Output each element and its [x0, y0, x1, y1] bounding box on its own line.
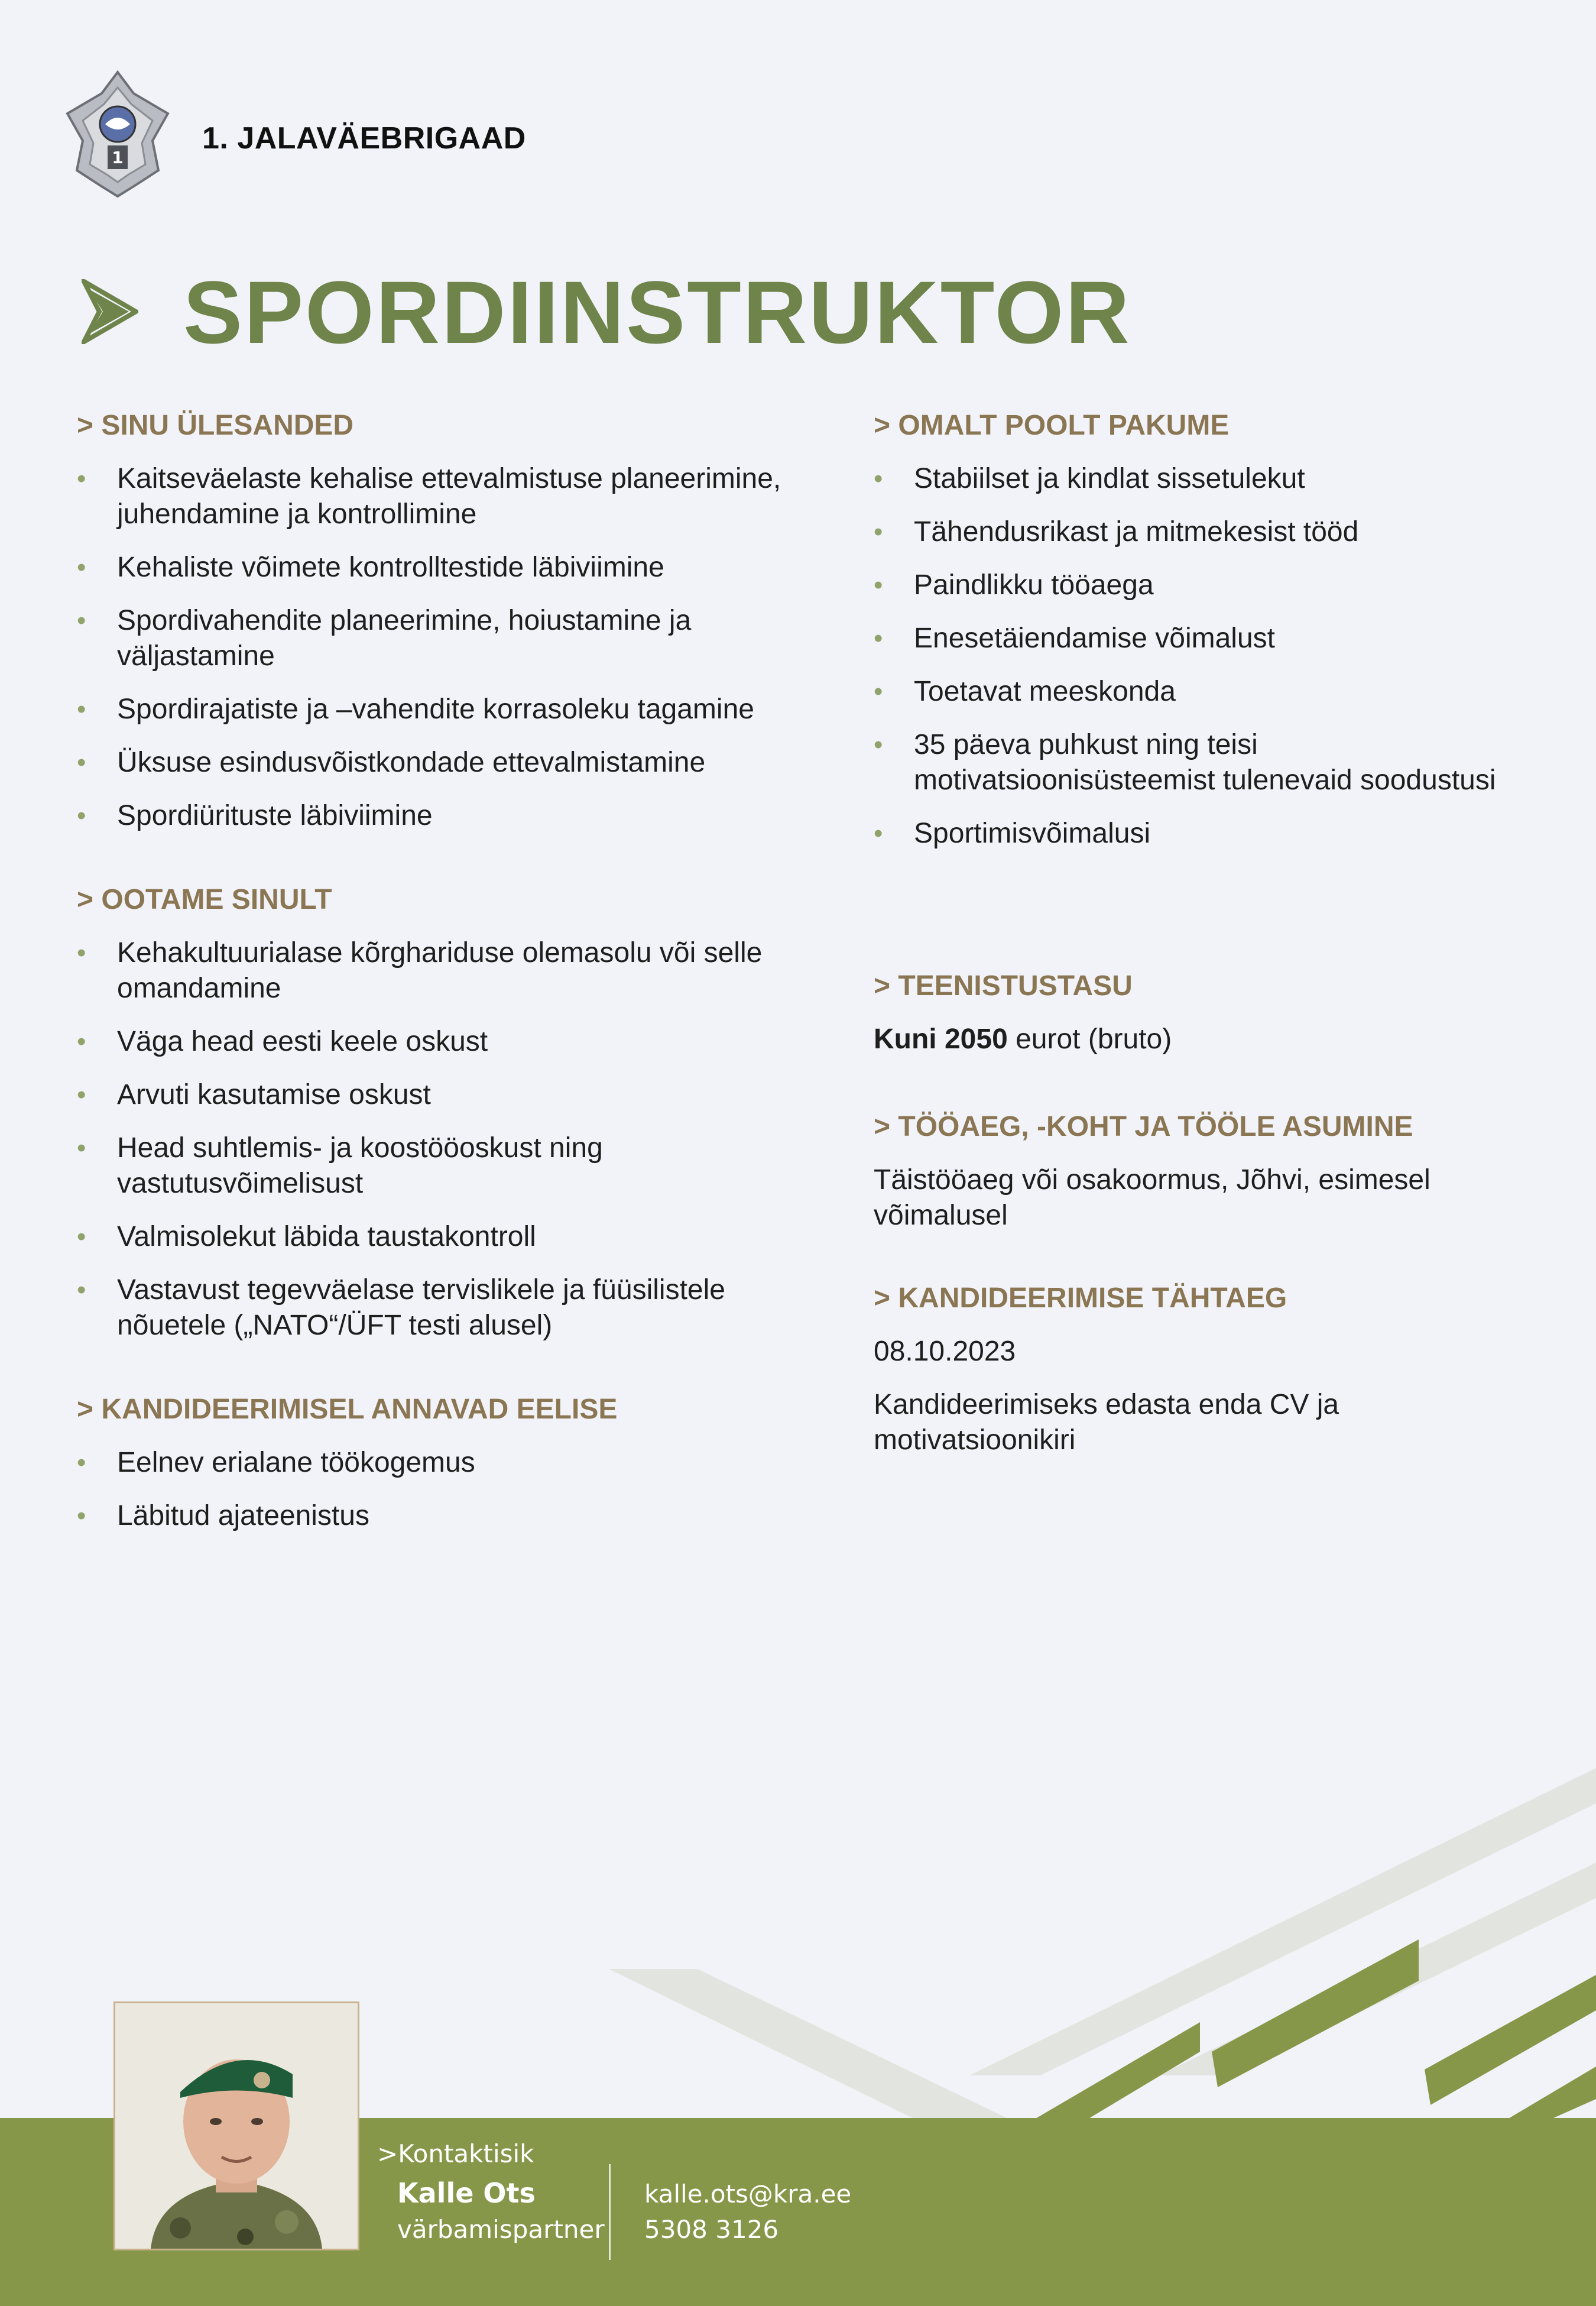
- bullet-icon: •: [77, 938, 86, 967]
- list-item: • Stabiilset ja kindlat sissetulekut: [874, 461, 1548, 497]
- list-item: • Spordiürituste läbiviimine: [77, 798, 828, 834]
- deadline-note: Kandideerimiseks edasta enda CV ja motivatsioonikiri: [874, 1389, 1339, 1456]
- list-item: • 35 päeva puhkust ning teisi motivatsioonisüsteemist tulenevaid soodustusi: [874, 727, 1548, 798]
- list-item: • Toetavat meeskonda: [874, 674, 1548, 710]
- brigade-name: 1. JALAVÄEBRIGAAD: [202, 121, 526, 156]
- list-item: • Eelnev erialane töökogemus: [77, 1445, 828, 1481]
- bullet-icon: •: [77, 1275, 86, 1304]
- bullet-icon: •: [77, 1448, 86, 1477]
- brigade-emblem-logo: [64, 70, 171, 199]
- bullet-icon: •: [77, 1133, 86, 1162]
- bullet-icon: •: [77, 606, 86, 635]
- bullet-icon: •: [874, 624, 883, 653]
- list-item: • Arvuti kasutamise oskust: [77, 1077, 828, 1113]
- job-title: SPORDIINSTRUKTOR: [183, 263, 1131, 362]
- salary-unit: eurot (bruto): [1007, 1024, 1172, 1055]
- deadline-date: 08.10.2023: [874, 1336, 1016, 1367]
- bullet-icon: •: [77, 695, 86, 724]
- list-item: • Üksuse esindusvõistkondade ettevalmistamine: [77, 745, 828, 780]
- tasks-list: [77, 461, 828, 834]
- salary-text: [874, 1022, 1548, 1057]
- bullet-icon: •: [77, 1222, 86, 1251]
- expect-heading: > OOTAME SINULT: [77, 884, 332, 915]
- tasks-heading: > SINU ÜLESANDED: [77, 410, 354, 441]
- title-arrow-icon: [82, 279, 138, 344]
- list-item: • Enesetäiendamise võimalust: [874, 621, 1548, 656]
- advantage-list: [77, 1445, 828, 1534]
- expect-list: [77, 935, 828, 1343]
- advantage-heading: > KANDIDEERIMISEL ANNAVAD EELISE: [77, 1394, 618, 1425]
- contact-role: värbamispartner: [397, 2215, 605, 2244]
- contact-phone[interactable]: 5308 3126: [644, 2215, 779, 2244]
- list-item: • Vastavust tegevväelase tervislikele ja füüsilistele nõuetele („NATO“/ÜFT testi alusel): [77, 1272, 828, 1343]
- bullet-icon: •: [77, 801, 86, 830]
- salary-amount: Kuni 2050: [874, 1024, 1008, 1055]
- bullet-icon: •: [874, 464, 883, 493]
- bullet-icon: •: [874, 677, 883, 706]
- bullet-icon: •: [77, 1501, 86, 1530]
- list-item: • Tähendusrikast ja mitmekesist tööd: [874, 514, 1548, 550]
- contact-label: >Kontaktisik: [377, 2139, 534, 2168]
- worktime-heading: > TÖÖAEG, -KOHT JA TÖÖLE ASUMINE: [874, 1111, 1413, 1142]
- bullet-icon: •: [77, 748, 86, 777]
- list-item: • Valmisolekut läbida taustakontroll: [77, 1219, 828, 1255]
- offer-heading: > OMALT POOLT PAKUME: [874, 410, 1230, 441]
- bullet-icon: •: [77, 1080, 86, 1109]
- bullet-icon: •: [77, 464, 86, 493]
- list-item: • Kehakultuurialase kõrghariduse olemasolu või selle omandamine: [77, 935, 828, 1006]
- contact-name: Kalle Ots: [397, 2177, 536, 2209]
- svg-text:1: 1: [112, 148, 124, 167]
- contact-email-link[interactable]: kalle.ots@kra.ee: [644, 2179, 852, 2208]
- deadline-heading: > KANDIDEERIMISE TÄHTAEG: [874, 1282, 1287, 1314]
- bullet-icon: •: [77, 553, 86, 582]
- list-item: • Head suhtlemis- ja koostööoskust ning vastutusvõimelisust: [77, 1131, 828, 1201]
- bullet-icon: •: [77, 1027, 86, 1056]
- bullet-icon: •: [874, 571, 883, 600]
- contact-photo: [113, 2001, 359, 2250]
- list-item: • Läbitud ajateenistus: [77, 1498, 828, 1534]
- right-column: [874, 408, 1548, 1476]
- bullet-icon: •: [874, 517, 883, 546]
- list-item: • Kehaliste võimete kontrolltestide läbiviimine: [77, 550, 828, 585]
- offer-list: [874, 461, 1548, 851]
- bullet-icon: •: [874, 730, 883, 759]
- list-item: • Väga head eesti keele oskust: [77, 1024, 828, 1060]
- footer-divider: [609, 2164, 611, 2260]
- salary-heading: > TEENISTUSTASU: [874, 970, 1133, 1002]
- list-item: • Spordirajatiste ja –vahendite korrasoleku tagamine: [77, 692, 828, 727]
- list-item: • Sportimisvõimalusi: [874, 816, 1548, 851]
- list-item: • Spordivahendite planeerimine, hoiustamine ja väljastamine: [77, 603, 828, 674]
- left-column: [77, 408, 828, 1552]
- worktime-text: Täistööaeg või osakoormus, Jõhvi, esimesel võimalusel: [874, 1164, 1430, 1231]
- bullet-icon: •: [874, 819, 883, 848]
- list-item: • Paindlikku tööaega: [874, 568, 1548, 603]
- list-item: • Kaitseväelaste kehalise ettevalmistuse planeerimine, juhendamine ja kontrollimine: [77, 461, 828, 532]
